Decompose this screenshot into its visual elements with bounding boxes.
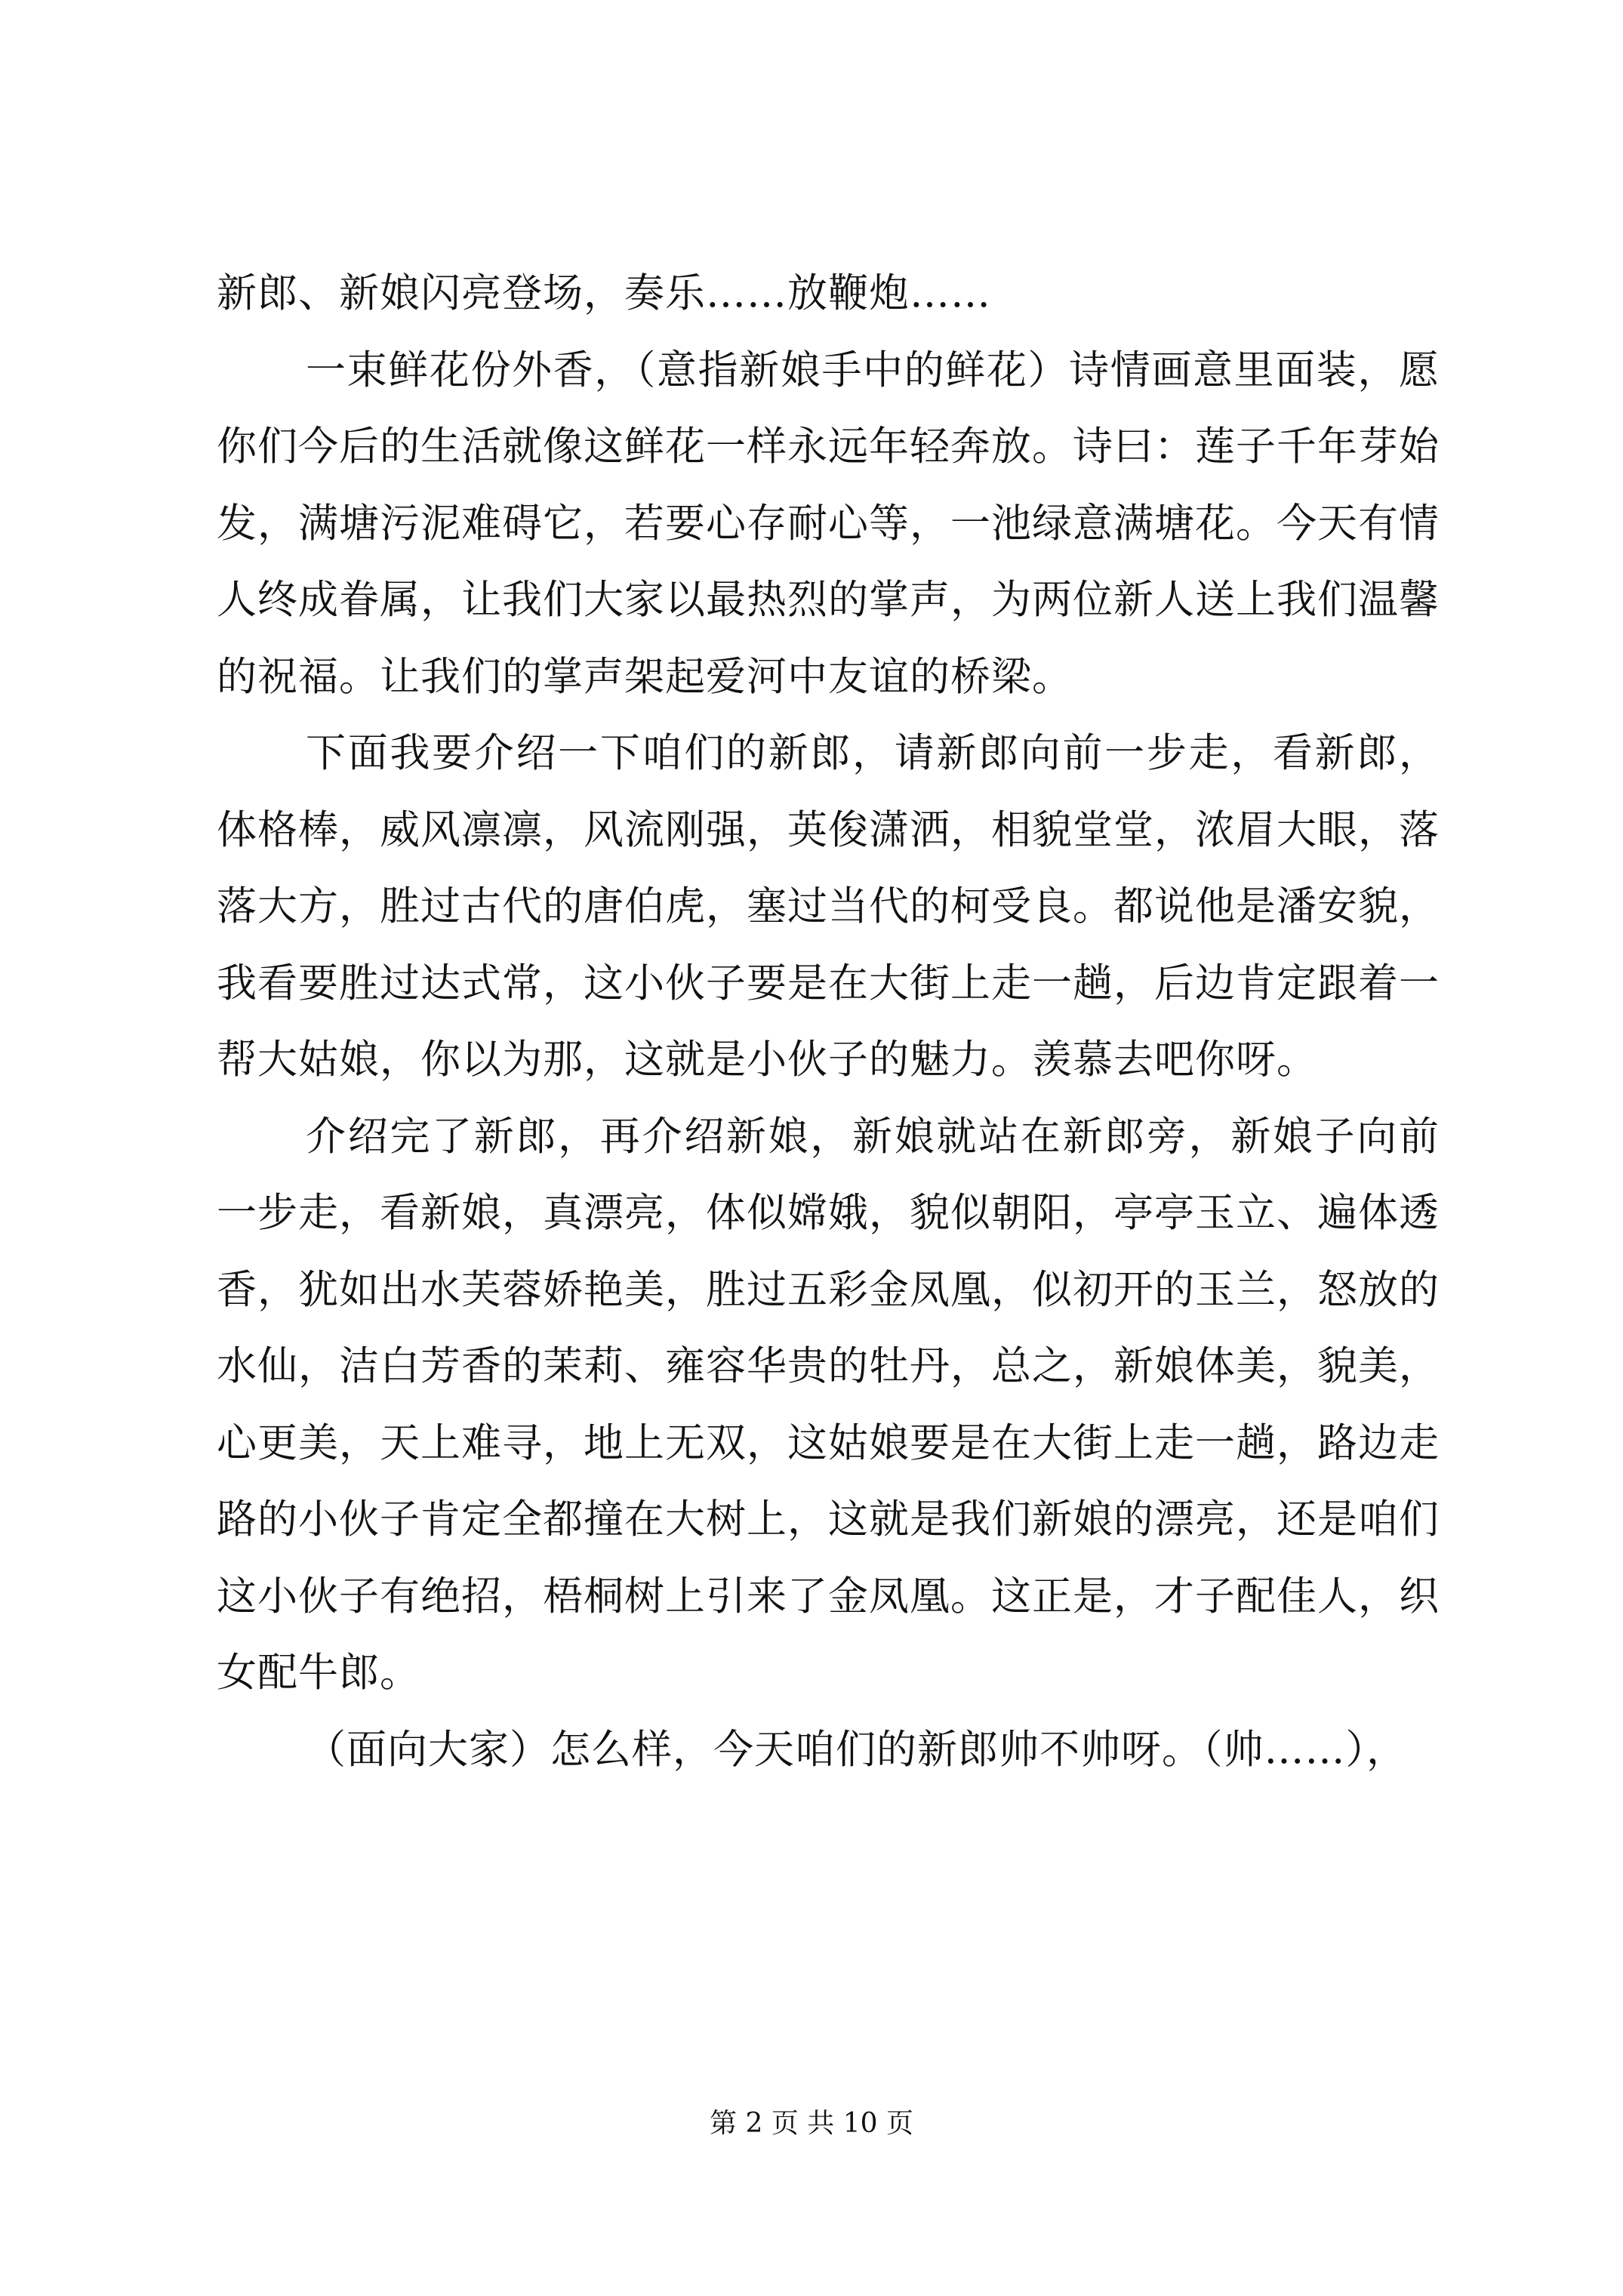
paragraph: 下面我要介绍一下咱们的新郎，请新郎向前一步走，看新郎，体格棒，威风凛凛，风流刚强，英俊潇洒，相貌堂堂，浓眉大眼，落落大方，胜过古代的唐伯虎，塞过当代的柯受良。都说他是潘安貌，我看要胜过达式常，这小伙子要是在大街上走一趟，后边肯定跟着一帮大姑娘，你以为那，这就是小伙子的魅力。羡慕去吧你呀。 [217, 730, 1440, 1083]
paragraph: 介绍完了新郎，再介绍新娘，新娘就站在新郎旁，新娘子向前一步走，看新娘，真漂亮，体似嫦娥，貌似朝阳，亭亭玉立、遍体透香，犹如出水芙蓉娇艳美，胜过五彩金凤凰，似初开的玉兰，怒放的水仙，洁白芳香的茉莉、雍容华贵的牡丹，总之，新娘体美，貌美，心更美，天上难寻，地上无双，这姑娘要是在大街上走一趟，路边走路的小伙子肯定全都撞在大树上，这就是我们新娘的漂亮，还是咱们这小伙子有绝招，梧桐树上引来了金凤凰。这正是，才子配佳人，织女配牛郎。 [217, 1113, 1440, 1696]
paragraph: （面向大家）怎么样，今天咱们的新郎帅不帅呀。（帅……）， [306, 1726, 1407, 1773]
paragraph-continued: 新郎、新娘闪亮登场，奏乐……放鞭炮…… [217, 270, 991, 316]
document-body [217, 255, 1440, 1788]
paragraph: 一束鲜花份外香，（意指新娘手中的鲜花）诗情画意里面装，愿你们今后的生活就像这鲜花一样永远年轻奔放。诗曰：莲子千年芽始发，满塘污泥难碍它，若要心存耐心等，一池绿意满塘花。今天有情人终成眷属，让我们大家以最热烈的掌声，为两位新人送上我们温馨的祝福。让我们的掌声架起爱河中友谊的桥梁。 [217, 347, 1440, 700]
page-number-footer: 第 2 页 共 10 页 [710, 2108, 913, 2139]
